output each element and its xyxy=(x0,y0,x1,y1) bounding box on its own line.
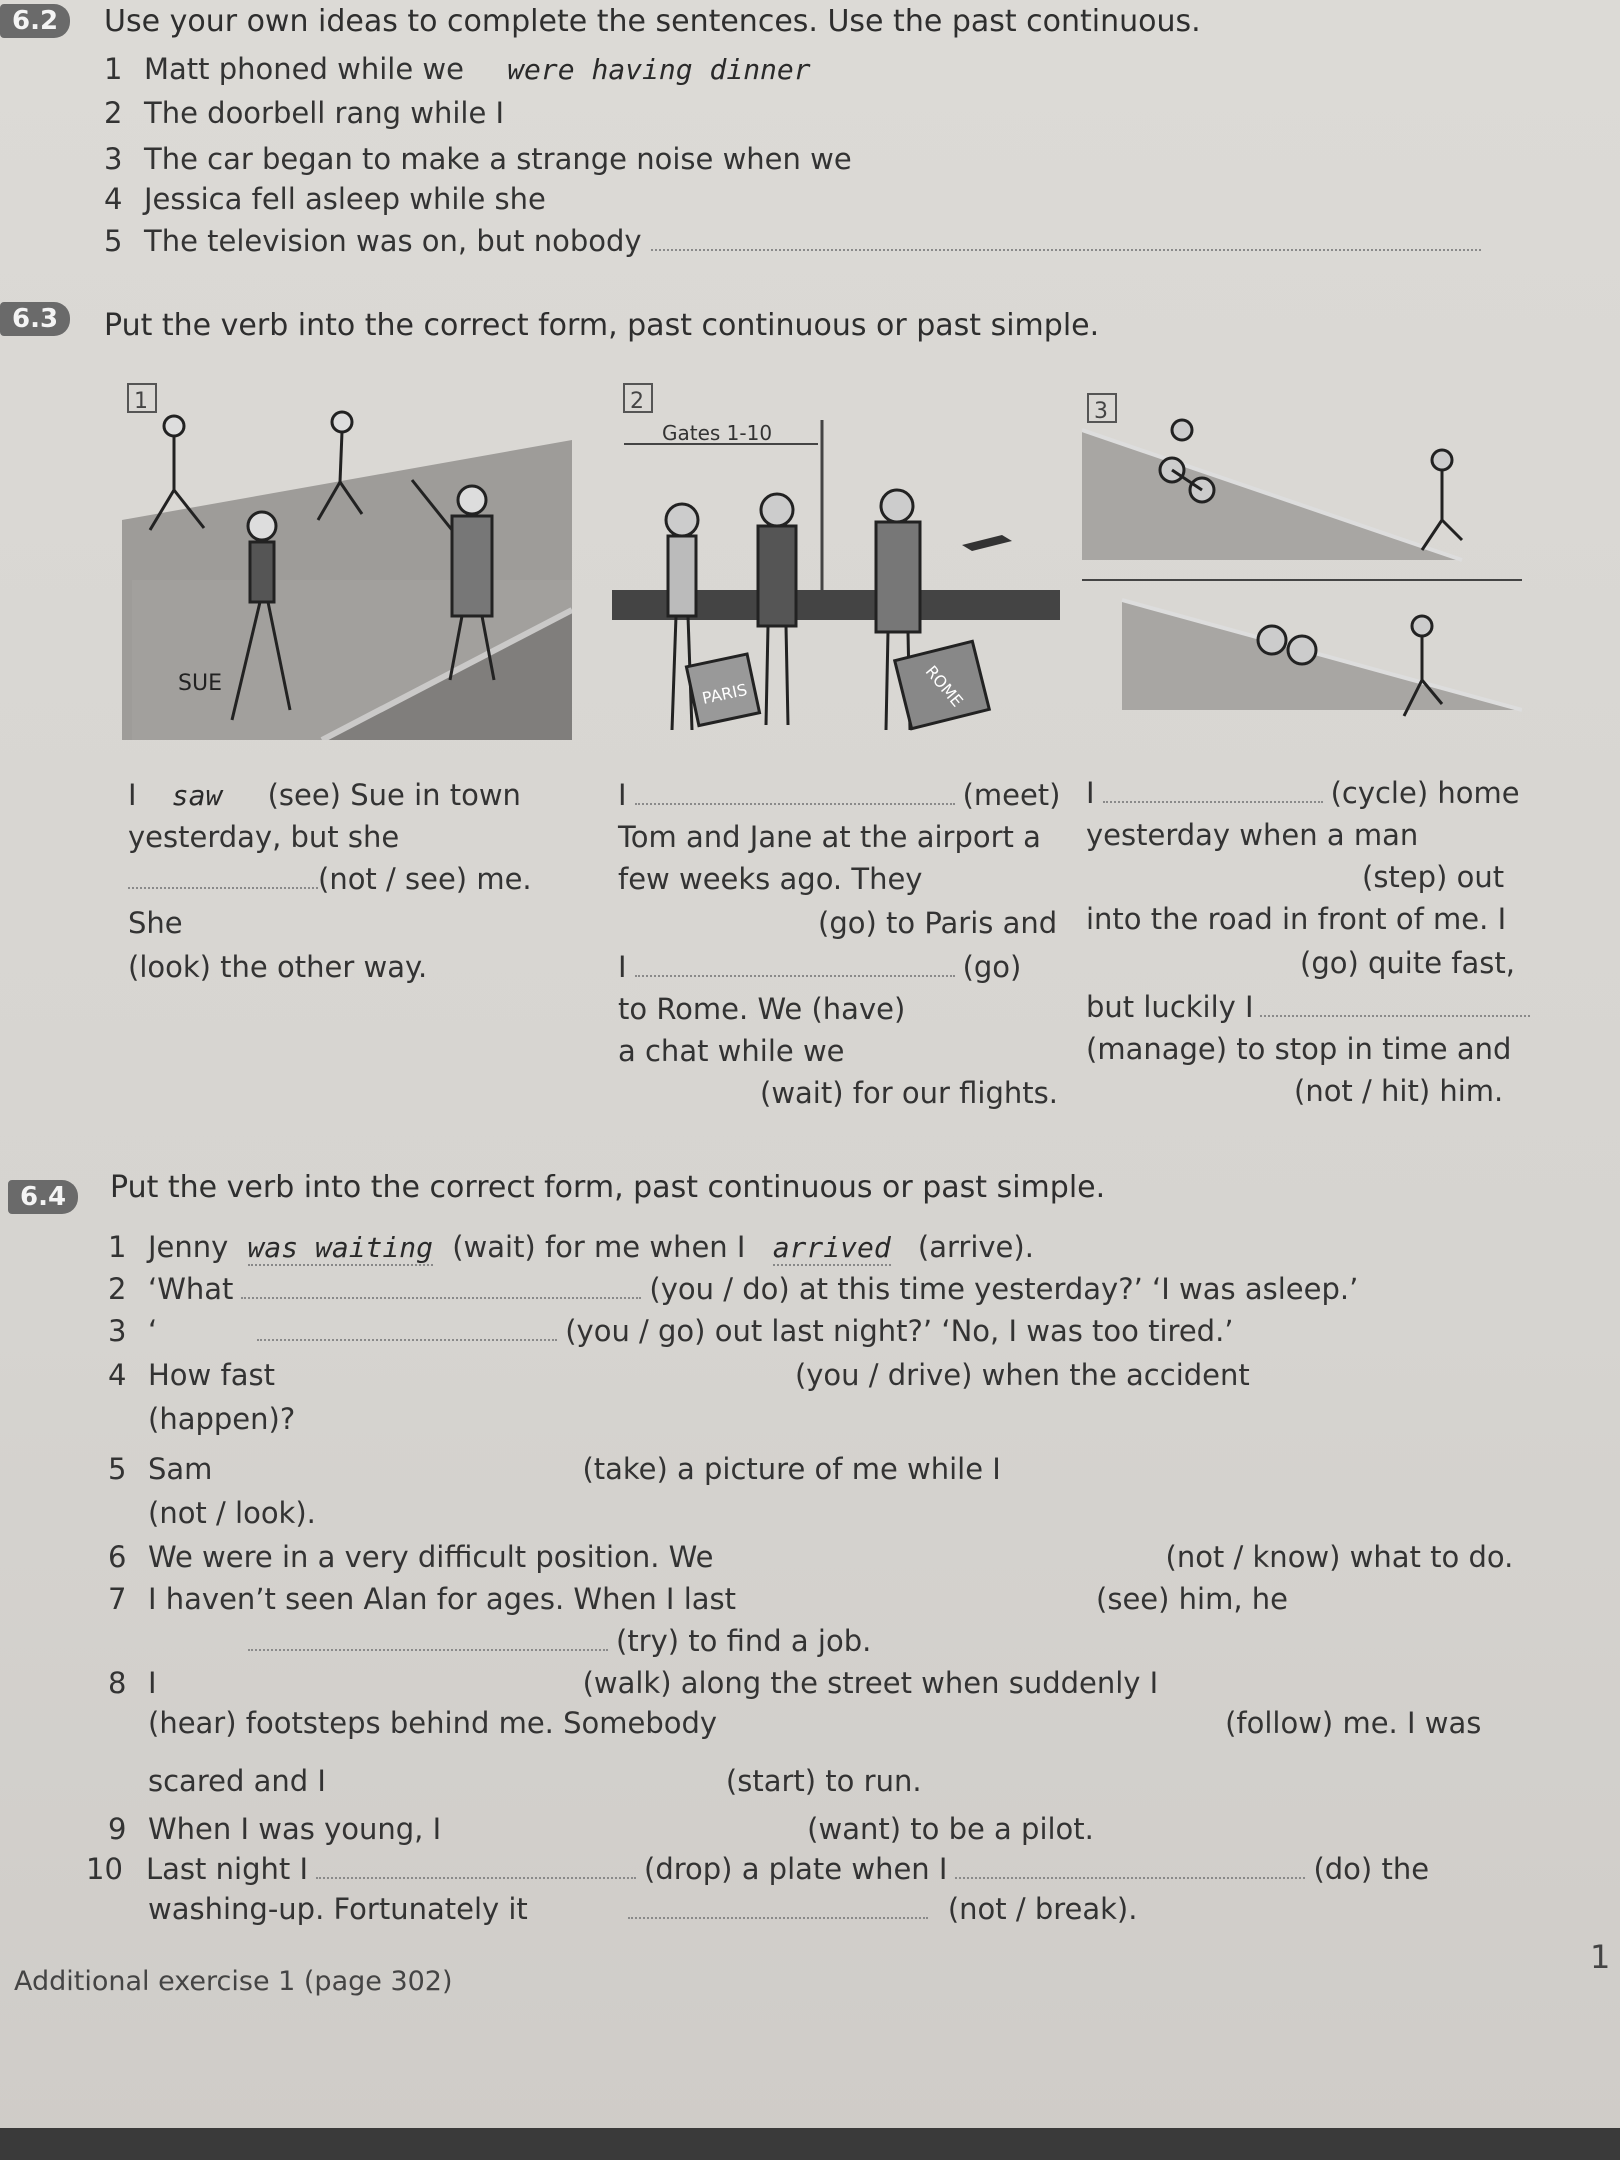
ex63-col2-line3: few weeks ago. They xyxy=(618,862,923,896)
suitcase-label-paris: PARIS xyxy=(700,679,749,708)
exercise-6-4-title: Put the verb into the correct form, past continuous or past simple. xyxy=(110,1170,1106,1205)
ex63-col3-line3: (step) out xyxy=(1362,860,1505,894)
ex63-col3-line6: but luckily I xyxy=(1086,990,1530,1024)
ex63-col1-line5: (look) the other way. xyxy=(128,950,428,984)
handwritten-answer: arrived xyxy=(772,1231,891,1264)
ex63-col1-line3: (not / see) me. xyxy=(128,862,532,896)
exercise-6-3-title: Put the verb into the correct form, past continuous or past simple. xyxy=(104,308,1100,343)
picture-1-airport-street xyxy=(122,380,572,740)
gates-sign: Gates 1-10 xyxy=(662,421,773,445)
ex62-item-1: 1 Matt phoned while we were having dinner xyxy=(104,52,811,86)
ex63-col2-line4: (go) to Paris and xyxy=(818,906,1058,940)
ex64-item-3: 3 ‘ (you / go) out last night?’ ‘No, I was too tired.’ xyxy=(108,1314,1234,1348)
ex63-col2-line6: to Rome. We (have) xyxy=(618,992,906,1026)
ex63-col3-line4: into the road in front of me. I xyxy=(1086,902,1507,936)
picture-2-airport-terminal xyxy=(612,380,1060,750)
ex64-item-6: 6 We were in a very difficult position. We (not / know) what to do. xyxy=(108,1540,1514,1574)
exercise-6-2-title: Use your own ideas to complete the sentences. Use the past continuous. xyxy=(104,4,1201,39)
page-edge xyxy=(0,2128,1620,2160)
ex63-col2-line7: a chat while we xyxy=(618,1034,845,1068)
handwritten-answer: were having dinner xyxy=(507,53,811,86)
ex64-item-5: 5 Sam (take) a picture of me while I xyxy=(108,1452,1001,1486)
ex63-col2-line2: Tom and Jane at the airport a xyxy=(618,820,1041,854)
picture-label-sue: SUE xyxy=(178,671,222,696)
ex64-item-8-cont2: scared and I (start) to run. xyxy=(148,1764,922,1798)
ex63-col3-line8: (not / hit) him. xyxy=(1294,1074,1504,1108)
additional-exercise-note: Additional exercise 1 (page 302) xyxy=(14,1966,453,1997)
exercise-badge-6-2: 6.2 xyxy=(0,4,70,38)
ex64-item-7-cont: (try) to find a job. xyxy=(148,1624,871,1658)
ex62-item-2: 2 The doorbell rang while I xyxy=(104,96,505,130)
ex63-col3-line1: I (cycle) home xyxy=(1086,776,1520,810)
ex63-col1-line4: She xyxy=(128,906,183,940)
ex63-col2-line1: I (meet) xyxy=(618,778,1061,812)
ex63-col3-line5: (go) quite fast, xyxy=(1300,946,1515,980)
ex64-item-5-cont: (not / look). xyxy=(148,1496,316,1530)
ex63-col3-line7: (manage) to stop in time and xyxy=(1086,1032,1512,1066)
handwritten-answer: was waiting xyxy=(247,1231,433,1264)
ex64-item-7: 7 I haven’t seen Alan for ages. When I last (see) him, he xyxy=(108,1582,1288,1616)
ex63-col2-line8: (wait) for our flights. xyxy=(760,1076,1058,1110)
ex62-item-3: 3 The car began to make a strange noise when we xyxy=(104,142,852,176)
ex64-item-9: 9 When I was young, I (want) to be a pilot. xyxy=(108,1812,1094,1846)
exercise-badge-6-4: 6.4 xyxy=(8,1180,78,1214)
ex64-item-10-cont: washing-up. Fortunately it (not / break). xyxy=(148,1892,1138,1926)
picture-number: 3 xyxy=(1094,399,1108,424)
ex64-item-8-cont1: (hear) footsteps behind me. Somebody (follow) me. I was xyxy=(148,1706,1482,1740)
ex64-item-1: 1 Jenny was waiting (wait) for me when I arrived (arrive). xyxy=(108,1230,1034,1264)
exercise-badge-6-3: 6.3 xyxy=(0,302,70,336)
ex62-item-5: 5 The television was on, but nobody xyxy=(104,224,1481,258)
ex64-item-8: 8 I (walk) along the street when suddenly I xyxy=(108,1666,1159,1700)
ex62-item-4: 4 Jessica fell asleep while she xyxy=(104,182,546,216)
ex64-item-4: 4 How fast (you / drive) when the accident xyxy=(108,1358,1250,1392)
picture-number: 2 xyxy=(630,389,644,414)
ex64-item-2: 2 ‘What (you / do) at this time yesterday?’ ‘I was asleep.’ xyxy=(108,1272,1359,1306)
ex63-col1-line1: I saw (see) Sue in town xyxy=(128,778,521,812)
page-number: 1 xyxy=(1590,1938,1611,1976)
picture-3-cyclist xyxy=(1082,390,1522,730)
ex63-col3-line2: yesterday when a man xyxy=(1086,818,1419,852)
ex64-item-10: 10 Last night I (drop) a plate when I (do) the xyxy=(86,1852,1430,1886)
ex63-col1-line2: yesterday, but she xyxy=(128,820,400,854)
handwritten-answer: saw xyxy=(171,779,223,812)
ex64-item-4-cont: (happen)? xyxy=(148,1402,296,1436)
ex63-col2-line5: I (go) xyxy=(618,950,1022,984)
suitcase-label-rome: ROME xyxy=(921,661,967,711)
picture-number: 1 xyxy=(134,389,148,414)
